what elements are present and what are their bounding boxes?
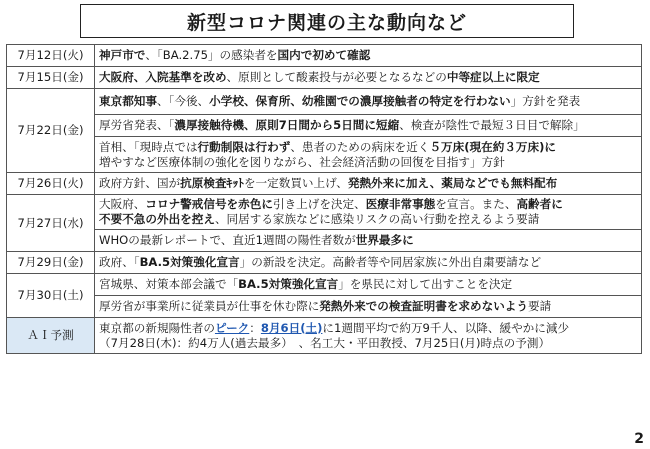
event-description [95,115,642,137]
timeline-row [7,89,642,115]
body-text: 厚労省が事業所に従業員が仕事を休む際に [99,299,320,313]
page-title-text: 新型コロナ関連の主な動向など [186,11,467,34]
timeline-row [7,115,642,137]
body-text: 要請 [528,299,552,313]
body-text: 増やすなど医療体制の強化を図りながら、社会経済活動の回復を目指す」方針 [99,154,505,169]
timeline-row [7,296,642,318]
body-text: 、「BA.2.75」の感染者を [145,48,278,62]
event-date: 7月12日(火) [7,45,95,67]
timeline-row [7,230,642,252]
event-description [95,274,642,296]
emphasis-text: BA.5対策強化宣言 [238,277,339,291]
emphasis-text: 発熱外来での検査証明書を求めないよう [319,299,528,313]
body-text: 」の新設を決定。高齢者等や同居家族に外出自粛要請など [239,255,542,269]
event-date: 7月27日(水) [7,195,95,252]
body-text: 東京都の新規陽性者の [99,320,215,335]
timeline-row [7,67,642,89]
body-text: 首相、「現時点では [99,139,198,154]
emphasis-text: BA.5対策強化宣言 [139,255,240,269]
page-title [80,4,574,38]
event-description [95,89,642,115]
event-date: 7月29日(金) [7,252,95,274]
emphasis-text: 小学校、保育所、幼稚園での濃厚接触者の特定を行わない [209,94,511,108]
body-text: （7月28日(木)：約4万人(過去最多） 、名工大・平田教授、7月25日(月)時点の予測） [99,335,551,350]
event-description [95,137,642,173]
body-text: に1週間平均で約万9千人、以降、緩やかに減少 [322,320,570,335]
timeline-row [7,195,642,230]
event-date: 7月26日(火) [7,173,95,195]
body-text: 、検査が陰性で最短３日目で解除」 [399,118,585,132]
ai-forecast-text [95,318,642,354]
emphasis-text: 高齢者に [516,197,563,211]
ai-forecast-label: ＡＩ予測 [7,318,95,354]
body-text: 、原則として酸素投与が必要となるなどの [226,70,447,84]
emphasis-text: 大阪府、入院基準を改め [99,70,227,84]
event-date: 7月30日(土) [7,274,95,318]
timeline-row [7,137,642,173]
timeline-row [7,318,642,354]
timeline-row [7,173,642,195]
timeline-row [7,252,642,274]
event-description [95,45,642,67]
emphasis-text: 濃厚接触待機、原則7日間から5日間に短縮 [174,118,400,132]
body-text: 政府、「 [99,255,140,269]
event-description [95,173,642,195]
emphasis-text: 行動制限は行わず [197,139,291,154]
event-description [95,230,642,252]
highlight-link[interactable]: ピーク [214,320,250,335]
body-text: を一定数買い上げ、 [243,176,348,190]
event-description [95,296,642,318]
body-text: 厚労省発表、「 [99,118,175,132]
body-text: を宣言。また、 [435,197,517,211]
timeline-row [7,274,642,296]
body-text: 引き上げを決定、 [272,197,366,211]
body-text: 大阪府、 [99,197,146,211]
event-date: 7月22日(金) [7,89,95,173]
emphasis-text: コロナ警戒信号を赤色に [145,197,273,211]
emphasis-text: 抗原検査ｷｯﾄ [180,176,244,190]
event-description [95,252,642,274]
body-text: 」を県民に対して出すことを決定 [338,277,513,291]
emphasis-text: 世界最多に [355,233,414,247]
body-text: 、「今後、 [156,94,210,108]
event-description [95,195,642,230]
emphasis-text: 国内で初めて確認 [277,48,371,62]
body-text: 、同居する家族などに感染リスクの高い行動を控えるよう要請 [214,212,540,226]
body-text: 政府方針、国が [99,176,181,190]
body-text: 」方針を発表 [510,94,581,108]
emphasis-text: 不要不急の外出を控え [99,212,215,226]
page-number: 2 [634,431,644,447]
emphasis-text: 神戸市で [99,48,146,62]
emphasis-text: ５万床(現在約３万床)に [429,139,556,154]
emphasis-text: 東京都知事 [99,94,157,108]
timeline-table [6,44,642,354]
emphasis-text: 中等症以上に限定 [446,70,540,84]
event-date: 7月15日(金) [7,67,95,89]
emphasis-text: 発熱外来に加え、薬局などでも無料配布 [347,176,558,190]
highlight-link[interactable]: 8月6日(土) [260,320,323,335]
body-text: WHOの最新レポートで、直近1週間の陽性者数が [99,233,356,247]
body-text: 宮城県、対策本部会議で「 [99,277,239,291]
body-text: 、患者のための病床を近く [290,139,430,154]
timeline-row [7,45,642,67]
event-description [95,67,642,89]
body-text: ： [249,320,261,335]
emphasis-text: 医療非常事態 [365,197,436,211]
